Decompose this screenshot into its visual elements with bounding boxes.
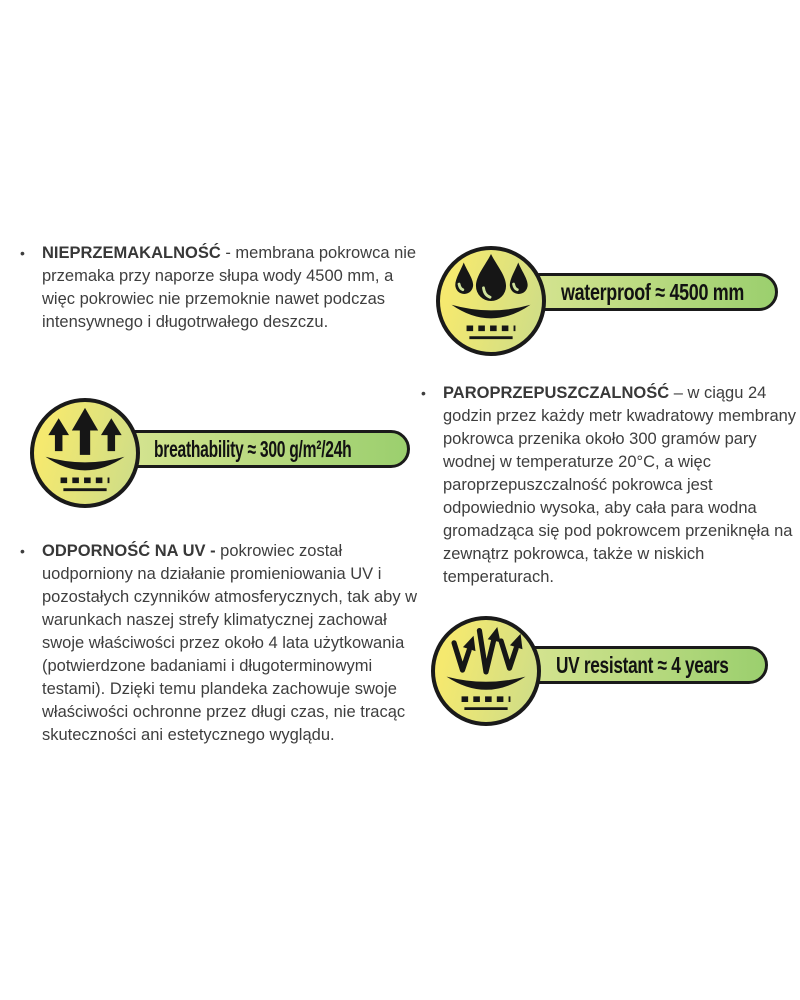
bullet-marker: • <box>20 245 25 261</box>
water-drops-icon <box>444 254 538 348</box>
badge-breathability <box>30 398 390 516</box>
bullet-waterproof-description <box>20 242 418 334</box>
badge-uv-resistant <box>431 616 791 734</box>
badge-waterproof <box>436 246 796 364</box>
bullet-breathability-description <box>421 382 799 589</box>
breathability-pill <box>123 430 410 468</box>
waterproof-pill-label: waterproof ≈ 4500 mm <box>561 278 745 305</box>
breathability-arrows-icon <box>38 406 132 500</box>
uv-resistant-pill-label: UV resistant ≈ 4 years <box>556 651 729 678</box>
bullet-uv-body: pokrowiec został uodporniony na działanie promieniowania UV i pozostałych czynników atmosferycznych, tak aby w warunkach naszej strefy klimatycznej zachował swoje właściwości przez około 4 lata użytkowania (potwierdzone badaniami i długoterminowymi testami). Dzięki temu plandeka zachowuje swoje właściwości ochronne przez długi czas, nie tracąc skuteczności ani estetycznego wyglądu. <box>42 542 418 744</box>
bullet-waterproof-body: - membrana pokrowca nie przemaka przy naporze słupa wody 4500 mm, a więc pokrowiec nie przemoknie nawet podczas intensywnego i długotrwałego deszczu. <box>42 244 417 331</box>
uv-resistant-pill <box>525 646 768 684</box>
bullet-breathability-title: PAROPRZEPUSZCZALNOŚĆ <box>443 384 670 402</box>
bullet-breathability-text <box>443 382 799 589</box>
bullet-waterproof-text <box>42 242 418 334</box>
breathability-circle <box>30 398 140 508</box>
bullet-waterproof-title: NIEPRZEMAKALNOŚĆ <box>42 244 221 262</box>
bullet-breathability-body: – w ciągu 24 godzin przez każdy metr kwadratowy membrany pokrowca przenika około 300 gramów pary wodnej w temperaturze 20°C, a więc paroprzepuszczalność pokrowca jest odpowiednio wysoka, aby cała para wodna gromadząca się pod pokrowcem przeniknęła na zewnątrz pokrowca, także w niskich temperaturach. <box>443 384 797 586</box>
bullet-marker: • <box>20 543 25 559</box>
uv-rays-icon <box>439 624 533 718</box>
waterproof-pill <box>530 273 778 311</box>
breathability-pill-label: breathability ≈ 300 g/m²/24h <box>154 435 352 462</box>
uv-resistant-circle <box>431 616 541 726</box>
waterproof-circle <box>436 246 546 356</box>
bullet-marker: • <box>421 385 426 401</box>
bullet-uv-description <box>20 540 418 747</box>
bullet-uv-title: ODPORNOŚĆ NA UV - <box>42 542 216 560</box>
bullet-uv-text <box>42 540 418 747</box>
